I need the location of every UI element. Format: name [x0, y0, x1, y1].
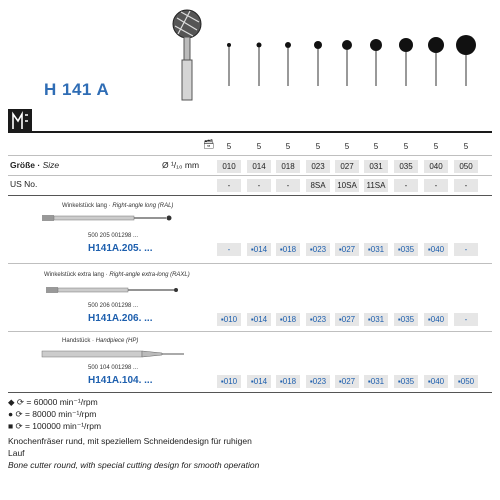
order-cell: ▪018: [276, 243, 300, 256]
pack-count-cell: 5: [256, 142, 262, 151]
speed-marker-icon: ◆ ⟳: [8, 397, 27, 407]
us-number-cell: -: [247, 179, 271, 192]
reference-number: H141A.104. ...: [88, 375, 153, 386]
us-row: [0, 178, 500, 193]
order-cell: ▪027: [335, 375, 359, 388]
pack-count-cell: 5: [315, 142, 321, 151]
size-cell: 040: [424, 160, 448, 173]
order-cell: ▪018: [276, 375, 300, 388]
row-divider: [8, 155, 492, 156]
pack-count-cell: 5: [463, 142, 469, 151]
speed-legend-100000: ■ ⟳ = 100000 min⁻¹/rpm: [8, 421, 102, 431]
bur-size-head-icon: [285, 42, 291, 86]
order-cell: -: [454, 313, 478, 326]
order-cell: ▪027: [335, 313, 359, 326]
description-german: Knochenfräser rund, mit speziellem Schneidendesign für ruhigen Lauf: [8, 436, 252, 458]
pack-count-cell: 5: [344, 142, 350, 151]
order-cell: ▪023: [306, 375, 330, 388]
pack-count-cell: 5: [226, 142, 232, 151]
bur-size-head-icon: [428, 37, 444, 86]
bur-size-head-icon: [227, 43, 231, 86]
size-cell: 050: [454, 160, 478, 173]
us-number-cell: -: [217, 179, 241, 192]
instrument-hp-image: [38, 347, 188, 361]
bur-size-head-icon: [456, 35, 476, 86]
product-title: H 141 A: [44, 80, 110, 99]
order-cell: ▪050: [454, 375, 478, 388]
order-cell: ▪010: [217, 375, 241, 388]
pack-count-cell: 5: [433, 142, 439, 151]
product-block-ral: [0, 197, 500, 261]
row-divider: [8, 392, 492, 393]
order-cell: ▪031: [364, 375, 388, 388]
us-number-cell: -: [276, 179, 300, 192]
speed-marker-icon: ■ ⟳: [8, 421, 25, 431]
size-cell: 031: [364, 160, 388, 173]
header-rule: [8, 131, 492, 133]
order-cell: ▪018: [276, 313, 300, 326]
order-cell: -: [454, 243, 478, 256]
pack-count-cell: 5: [285, 142, 291, 151]
order-cell: ▪014: [247, 243, 271, 256]
large-bur-image: [173, 10, 201, 100]
reference-number-small: 500 206 001298 ...: [88, 303, 139, 309]
reference-number-small: 500 104 001298 ...: [88, 365, 139, 371]
pack-count-row: [0, 139, 500, 154]
speed-legend-60000: ◆ ⟳ = 60000 min⁻¹/rpm: [8, 397, 98, 407]
order-cell: ▪027: [335, 243, 359, 256]
order-cell: ▪035: [394, 313, 418, 326]
product-label: Handstück · Handpiece (HP): [62, 338, 139, 344]
row-divider: [8, 195, 492, 196]
order-cell: ▪031: [364, 313, 388, 326]
order-cell: ▪040: [424, 243, 448, 256]
size-cell: 014: [247, 160, 271, 173]
bur-size-head-icon: [257, 43, 262, 87]
order-cell: ▪031: [364, 243, 388, 256]
product-block-raxl: [0, 265, 500, 329]
order-cell: ▪010: [217, 313, 241, 326]
description-english: Bone cutter round, with special cutting design for smooth operation: [8, 460, 260, 470]
us-number-cell: -: [424, 179, 448, 192]
size-label: Größe · Size: [10, 160, 60, 170]
pack-count-cell: 5: [403, 142, 409, 151]
us-number-cell: 11SA: [364, 179, 388, 192]
order-cell: ▪014: [247, 313, 271, 326]
bur-size-head-icon: [370, 39, 382, 86]
row-divider: [8, 175, 492, 176]
us-number-cell: 8SA: [306, 179, 330, 192]
size-cell: 035: [394, 160, 418, 173]
size-row: [0, 159, 500, 174]
order-cell: ▪040: [424, 375, 448, 388]
package-icon: 🗃: [203, 139, 215, 149]
size-cell: 023: [306, 160, 330, 173]
order-cell: ▪014: [247, 375, 271, 388]
order-cell: ▪040: [424, 313, 448, 326]
order-cell: ▪035: [394, 243, 418, 256]
order-cell: ▪035: [394, 375, 418, 388]
instrument-raxl-image: [42, 283, 182, 297]
product-block-hp: [0, 333, 500, 391]
order-cell: ▪023: [306, 313, 330, 326]
size-cell: 018: [276, 160, 300, 173]
order-cell: -: [217, 243, 241, 256]
product-label: Winkelstück extra lang · Right-angle extra-long (RAXL): [44, 272, 190, 278]
reference-number: H141A.206. ...: [88, 313, 153, 324]
size-cell: 010: [217, 160, 241, 173]
us-number-cell: -: [454, 179, 478, 192]
speed-marker-icon: ● ⟳: [8, 409, 25, 419]
size-unit: Ø ¹/₁₀ mm: [162, 160, 200, 170]
us-number-cell: -: [394, 179, 418, 192]
reference-number-small: 500 205 001298 ...: [88, 233, 139, 239]
row-divider: [8, 331, 492, 332]
us-number-cell: 10SA: [335, 179, 359, 192]
instrument-ral-image: [38, 211, 178, 225]
bur-size-head-icon: [399, 38, 413, 86]
speed-legend-80000: ● ⟳ = 80000 min⁻¹/rpm: [8, 409, 97, 419]
brand-logo-icon: [8, 109, 32, 133]
bur-size-head-icon: [314, 41, 322, 86]
size-cell: 027: [335, 160, 359, 173]
us-label: US No.: [10, 179, 38, 189]
product-label: Winkelstück lang · Right-angle long (RAL): [62, 203, 174, 209]
row-divider: [8, 263, 492, 264]
order-cell: ▪023: [306, 243, 330, 256]
bur-size-head-icon: [342, 40, 352, 86]
reference-number: H141A.205. ...: [88, 243, 153, 254]
pack-count-cell: 5: [373, 142, 379, 151]
